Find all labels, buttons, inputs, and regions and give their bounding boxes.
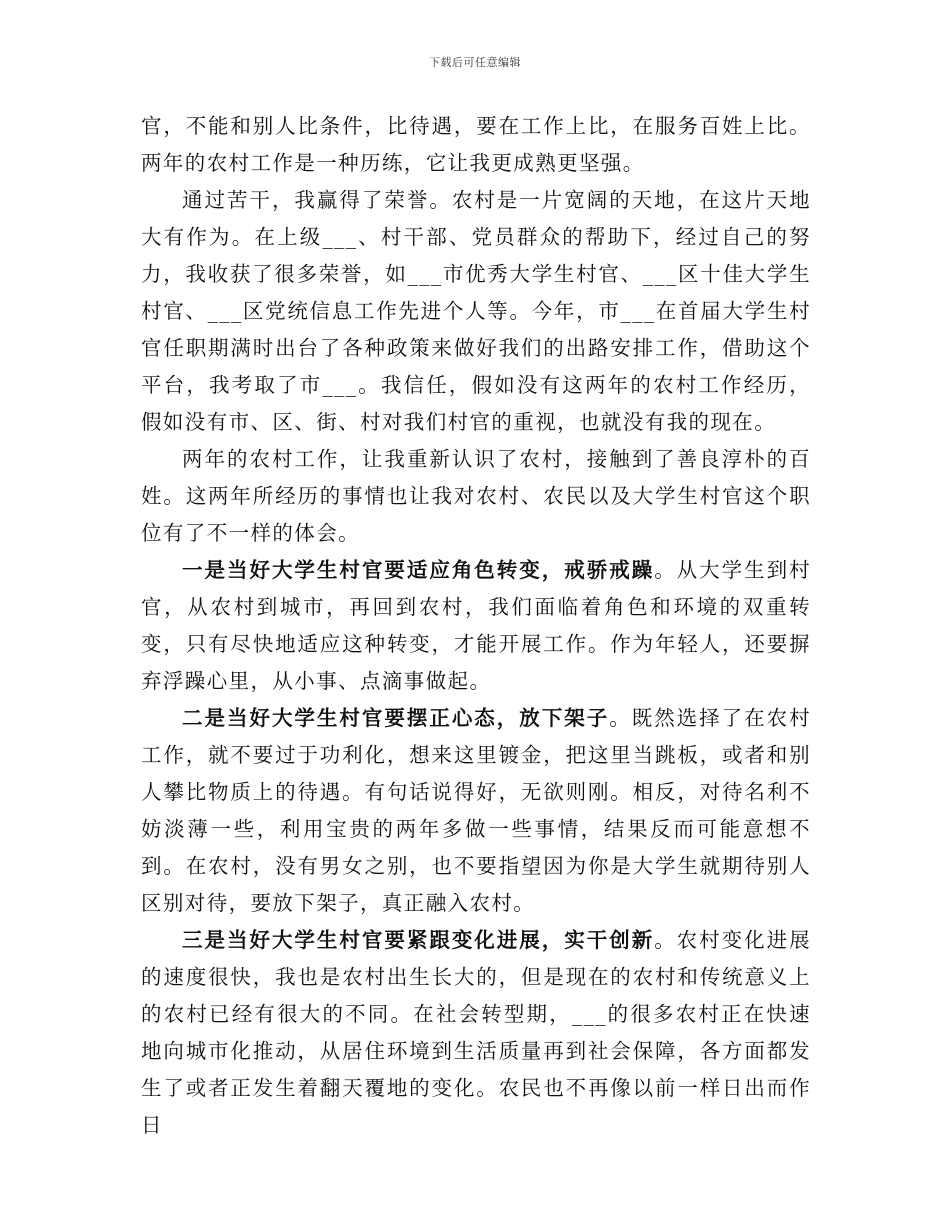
document-body [141, 108, 811, 1144]
point-three-heading: 三是当好大学生村官要紧跟变化进展，实干创新 [182, 928, 655, 952]
paragraph-point-one [141, 552, 811, 700]
point-three-text: 。农村变化进展的速度很快，我也是农村出生长大的，但是现在的农村和传统意义上的农村已经有很大的不同。在社会转型期，___的很多农村正在快速地向城市化推动，从居住环境到生活质量再到社会保障，各方面都发生了或者正发生着翻天覆地的变化。农民也不再像以前一样日出而作日 [141, 928, 811, 1137]
point-two-text: 。既然选择了在农村工作，就不要过于功利化，想来这里镀金，把这里当跳板，或者和别人攀比物质上的待遇。有句话说得好，无欲则刚。相反，对待名利不妨淡薄一些，利用宝贵的两年多做一些事情，结果反而可能意想不到。在农村，没有男女之别，也不要指望因为你是大学生就期待别人区别对待，要放下架子，真正融入农村。 [141, 706, 811, 915]
point-two-heading: 二是当好大学生村官要摆正心态，放下架子 [182, 706, 610, 730]
point-one-text: 。从大学生到村官，从农村到城市，再回到农村，我们面临着角色和环境的双重转变，只有尽快地适应这种转变，才能开展工作。作为年轻人，还要摒弃浮躁心里，从小事、点滴事做起。 [141, 558, 811, 693]
paragraph-point-three [141, 922, 811, 1144]
page-header: 下载后可任意编辑 [429, 56, 521, 69]
paragraph-reflection: 两年的农村工作，让我重新认识了农村，接触到了善良淳朴的百姓。这两年所经历的事情也让我对农村、农民以及大学生村官这个职位有了不一样的体会。 [141, 447, 811, 545]
paragraph-honor: 通过苦干，我赢得了荣誉。农村是一片宽阔的天地，在这片天地大有作为。在上级___、村干部、党员群众的帮助下，经过自己的努力，我收获了很多荣誉，如___市优秀大学生村官、___区十佳大学生村官、___区党统信息工作先进个人等。今年，市___在首届大学生村官任职期满时出台了各种政策来做好我们的出路安排工作，借助这个平台，我考取了市___。我信任，假如没有这两年的农村工作经历，假如没有市、区、街、村对我们村官的重视，也就没有我的现在。 [141, 188, 811, 434]
point-one-heading: 一是当好大学生村官要适应角色转变，戒骄戒躁 [182, 558, 655, 582]
paragraph-point-two [141, 700, 811, 922]
paragraph-continuation: 官，不能和别人比条件，比待遇，要在工作上比，在服务百姓上比。两年的农村工作是一种历练，它让我更成熟更坚强。 [141, 114, 811, 175]
